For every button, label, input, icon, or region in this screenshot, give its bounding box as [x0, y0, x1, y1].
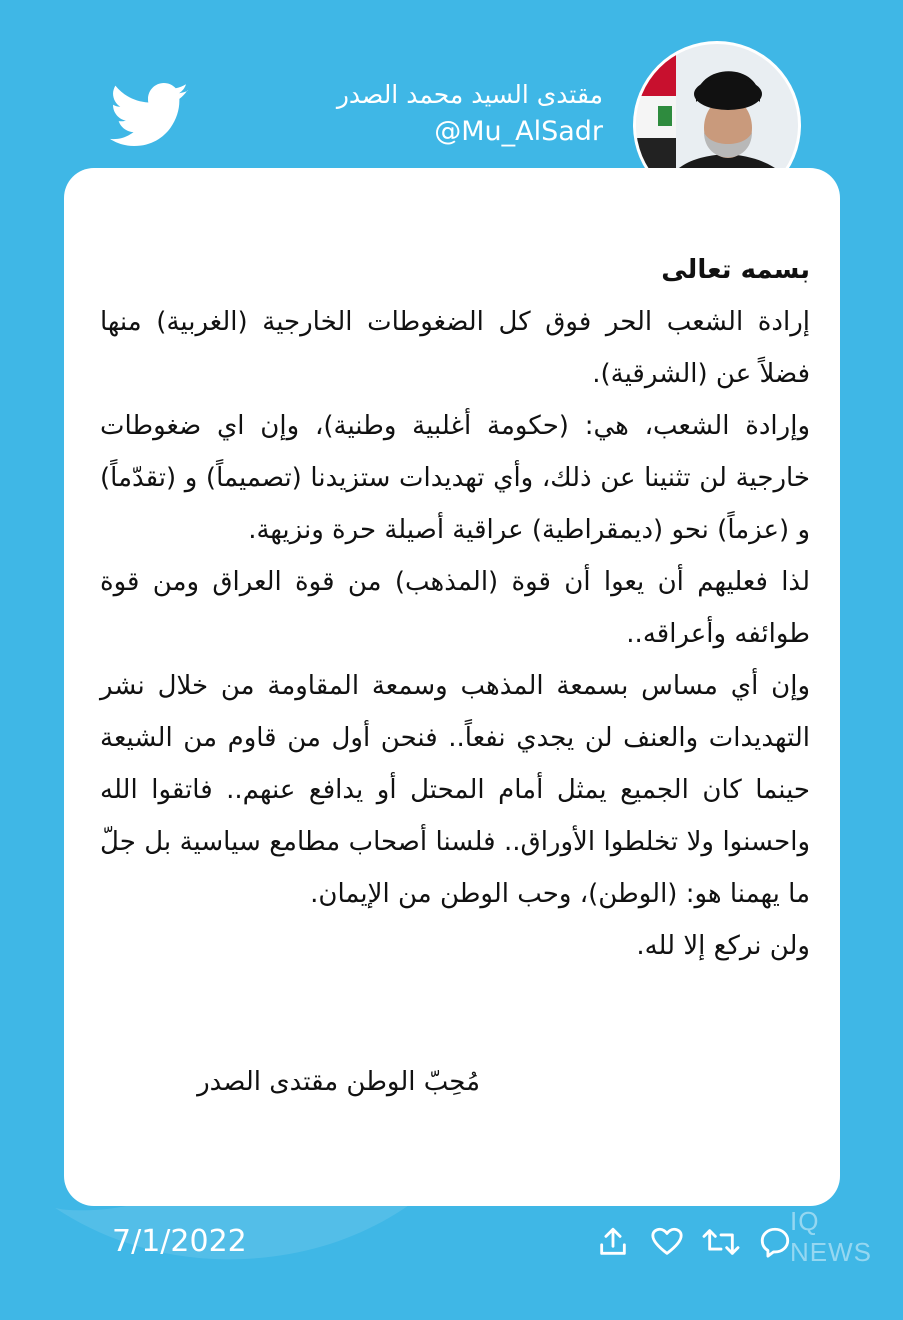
tweet-paragraph: لذا فعليهم أن يعوا أن قوة (المذهب) من قوة العراق ومن قوة طوائفه وأعراقه..: [100, 567, 810, 649]
tweet-heading: بسمه تعالى: [661, 255, 810, 285]
user-handle[interactable]: @Mu_AlSadr: [434, 116, 603, 147]
tweet-paragraph: ولن نركع إلا لله.: [636, 931, 810, 961]
tweet-date: 7/1/2022: [112, 1224, 247, 1259]
reply-icon: [758, 1225, 792, 1259]
tweet-paragraph: وإرادة الشعب، هي: (حكومة أغلبية وطنية)، وإن اي ضغوطات خارجية لن تثنينا عن ذلك، وأي تهديدات ستزيدنا (تصميماً) و (تقدّماً) و (عزماً) نحو (ديمقراطية) عراقية أصيلة حرة ونزيهة.: [100, 411, 810, 545]
reply-button[interactable]: [755, 1222, 795, 1262]
share-icon: [596, 1225, 630, 1259]
tweet-signature: مُحِبّ الوطن مقتدى الصدر: [197, 1067, 480, 1097]
retweet-icon: [701, 1225, 741, 1259]
heart-icon: [650, 1225, 684, 1259]
tweet-paragraph: وإن أي مساس بسمعة المذهب وسمعة المقاومة من خلال نشر التهديدات والعنف لن يجدي نفعاً.. فنحن أول من قاوم من الشيعة حينما كان الجميع يمثل أمام المحتل أو يدافع عنهم.. فاتقوا الله واحسنوا ولا تخلطوا الأوراق.. فلسنا أصحاب مطامع سياسية بل جلّ ما يهمنا هو: (الوطن)، وحب الوطن من الإيمان.: [100, 671, 810, 909]
tweet-actions: [593, 1222, 795, 1262]
user-info: [273, 78, 603, 150]
twitter-bird-icon: [108, 82, 192, 148]
tweet-paragraph: إرادة الشعب الحر فوق كل الضغوطات الخارجية (الغربية) منها فضلاً عن (الشرقية).: [100, 307, 810, 389]
retweet-button[interactable]: [701, 1222, 741, 1262]
user-display-name[interactable]: مقتدى السيد محمد الصدر: [336, 80, 603, 109]
share-button[interactable]: [593, 1222, 633, 1262]
watermark-logo: IQ NEWS: [790, 1206, 872, 1267]
tweet-text: [100, 244, 810, 972]
like-button[interactable]: [647, 1222, 687, 1262]
